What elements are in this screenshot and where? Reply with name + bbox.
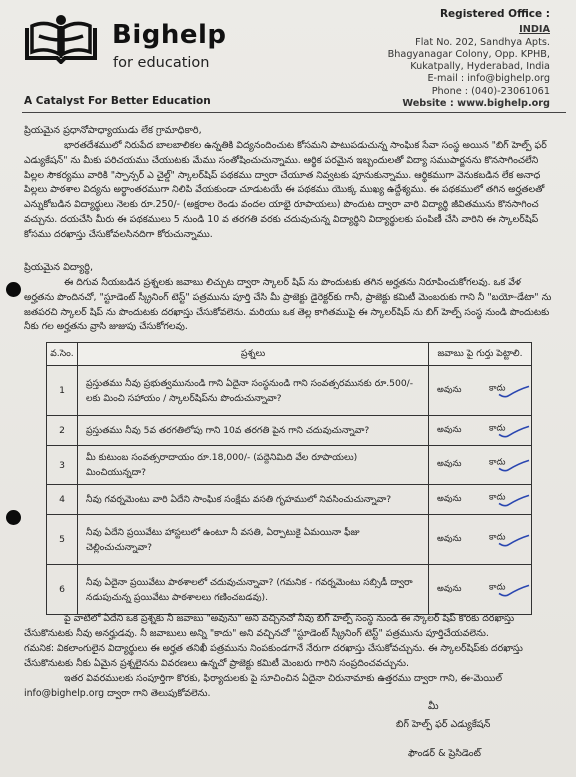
row-number: 6 (47, 565, 78, 615)
answer-yes[interactable]: అవును (437, 424, 462, 435)
pen-tick-icon (497, 584, 531, 598)
office-website: Website : www.bighelp.org (402, 98, 550, 110)
pen-tick-icon (497, 494, 531, 508)
answer-cell[interactable] (429, 416, 532, 446)
answer-no[interactable]: కాదు (489, 532, 506, 543)
answer-yes[interactable]: అవును (437, 583, 462, 594)
student-salutation: ప్రియమైన విద్యార్థి, (24, 262, 94, 273)
column-header-answer: జవాబు పై గుర్తు పెట్టాలి. (429, 343, 532, 366)
signature-mark: మీ (428, 701, 439, 712)
office-address-line: Kukatpally, Hyderabad, India (410, 61, 550, 73)
answer-yes[interactable]: అవును (437, 493, 462, 504)
office-address-line: Bhagyanagar Colony, Opp. KPHB, (387, 48, 550, 60)
question-text: ప్రస్తుతము నీవు 5వ తరగతిలోపు గాని 10వ తరగతి పైన గాని చదువుచున్నావా? (78, 416, 429, 446)
question-text: నీవు ఏదేని ప్రయివేటు హాస్టలులో ఉంటూ నీ వసతి, ఏర్పాటుకై ఏమయినా ఫీజు చెల్లించుచున్నావా? (78, 515, 429, 565)
student-paragraph: ఈ దిగువ నీయబడిన ప్రశ్నలకు జవాబు లిచ్చుట ద్వారా స్కాలర్ షిప్ ను పొందుటకు తగిన అర్హతను నిరూపించుకోగలవు. ఒక వేళ అర్హతను పొందినచో, "స్టూడెంట్ స్క్రీనింగ్ టెస్ట్" పత్రమును పూర్తి చేసి మీ ప్రాజెక్టు డైరెక్టర్‌కు గానీ, ప్రాజెక్టు కమిటీ మెంబరుకు గాని నీ "బయో-డేటా" ను జతపరచి స్కాలర్ షిప్ ను పొందుటకు దరఖాస్తు చేసుకోవలెను. మరియు ఒక తెల్ల కాగితముపై ఈ స్కాలర్‌షిప్ ను బిగ్ హెల్ప్ సంస్థ నుండి పొందుటకు నీకు గల అర్హతను వ్రాసి జుజుపు చేసుకోగలవు. (24, 277, 552, 333)
contact-paragraph: ఇతర వివరములకు సంపూర్తిగా కొరకు, ఫిర్యాదులకు పై సూచించిన ఏదైనా చిరునామాకు ఉత్తరము ద్వారా గాని, ఈ-మెయిల్ info@bighelp.org ద్వారా గాని తెలుపుకోవలెను. (24, 673, 503, 699)
row-number: 1 (47, 366, 78, 416)
answer-no[interactable]: కాదు (489, 492, 506, 503)
office-country: INDIA (519, 24, 550, 36)
note-paragraph: గమనిక: వికలాంగులైన విద్యార్థులు ఈ అర్హత తనిఖీ పత్రమును నింపకుండగానే నేరుగా దరఖాస్తు చేసుకోవచ్చును. ఈ స్కాలర్‌షిప్‌కు దరఖాస్తు చేసుకొనుటకు నీకు ఏమైన ప్రశ్నలైనను వివరణలు ఉన్నచో ప్రాజెక్టు కమిటీ మెంబరు గారిని సంప్రదించవచ్చును. (24, 643, 523, 669)
signature-organization: బిగ్ హెల్ప్ ఫర్ ఎడ్యుకేషన్ (396, 719, 491, 730)
answer-cell[interactable] (429, 446, 532, 485)
answer-yes[interactable]: అవును (437, 384, 462, 395)
answer-no[interactable]: కాదు (489, 582, 506, 593)
office-email: E-mail : info@bighelp.org (427, 73, 550, 85)
question-text: నీవు గవర్నమెంటు వారి ఏదేని సాంఘిక సంక్షేమ వసతి గృహములో నివసించుచున్నావా? (78, 485, 429, 515)
office-phone: Phone : (040)-23061061 (431, 85, 550, 97)
table-header-row (47, 343, 532, 366)
answer-cell[interactable] (429, 565, 532, 615)
question-text: నీవు ఏదైనా ప్రయివేటు పాఠశాలలో చదువుచున్నావా? (గమనిక - గవర్నమెంటు సబ్సిడీ ద్వారా నడుపుచున్న ప్రయివేటు పాఠశాలలు గణించబడవు). (78, 565, 429, 615)
brand-name: Bighelp (112, 20, 227, 50)
pen-tick-icon (497, 425, 531, 439)
registered-office (388, 8, 550, 110)
header-divider (22, 112, 566, 113)
table-row (47, 366, 532, 416)
signature-role: ఫౌండర్ & ప్రెసిడెంట్ (408, 748, 481, 759)
table-row (47, 446, 532, 485)
office-title: Registered Office : (439, 8, 550, 20)
salutation: ప్రియమైన ప్రధానోపాధ్యాయుడు లేక గ్రామాధికారి, (24, 125, 202, 136)
answer-cell[interactable] (429, 485, 532, 515)
table-row (47, 515, 532, 565)
pen-tick-icon (497, 459, 531, 473)
table-row (47, 565, 532, 615)
answer-no[interactable]: కాదు (489, 423, 506, 434)
row-number: 3 (47, 446, 78, 485)
punch-hole (6, 282, 21, 297)
bighelp-logo (22, 14, 100, 64)
answer-cell[interactable] (429, 366, 532, 416)
question-text: ప్రస్తుతము నీవు ప్రభుత్వమునుండి గాని ఏదైనా సంస్థనుండి గాని సంవత్సరమునకు రూ.500/- లకు మించి సహాయం / స్కాలర్‌షిప్‌ను పొందుచున్నావా? (78, 366, 429, 416)
intro-paragraph: భారతదేశములో నిరుపేద బాలబాలికల ఉన్నతికి విద్యనందించుట కోసమని పాటుపడుచున్న సాంఘిక సేవా సంస్థ అయిన "బిగ్ హెల్ప్ ఫర్ ఎడ్యుకేషన్" ను మీకు పరిచయము చేయుటకు మేము సంతోషించుచున్నాము. ఆర్థిక పరమైన ఇబ్బందులతో విద్యా సముపార్జనను కొనసాగించలేని పిల్లల సౌకర్యము వారికి "స్పాన్సర్ ఎ చైల్డ్" స్కాలర్‌షిప్ పథకము ద్వారా చేయూత నివ్వటకు పూనుకున్నాము. ఆర్థికముగా వెనుకబడిన లేక అనాధ పిల్లలు పాఠశాల విద్యను అర్థాంతరముగా నిలిపి వేయకుండా చూడుటయే ఈ పథకము యొక్క ముఖ్య ఉద్దేశ్యము. ఈ పథకములో తగిన అర్హతలతో ఎన్నుకోబడిన విద్యార్థులు నెలకు రూ.250/- (అక్షరాల రెండు వందల యాభై రూపాయలు) పొందుట ద్వారా వారి విద్యార్థి జీవితమును కొనసాగించ వచ్చును. దయచేసి మీరు ఈ పథకములు 5 నుండి 10 వ తరగతి వరకు చదువుచున్న విద్యార్థిని విద్యార్థులకు పంపిణీ చేసి వారిని ఈ స్కాలర్‌షిప్ కోసము దరఖాస్తు చేసుకోవలసినదిగా కోరుచున్నాము. (24, 140, 547, 240)
answer-cell[interactable] (429, 515, 532, 565)
question-text: మీ కుటుంబ సంవత్సరాదాయం రూ.18,000/- (పద్దెనిమిది వేల రూపాయలు) మించియున్నదా? (78, 446, 429, 485)
table-row (47, 485, 532, 515)
tagline: A Catalyst For Better Education (24, 95, 211, 107)
row-number: 2 (47, 416, 78, 446)
pen-tick-icon (497, 534, 531, 548)
column-header-number: వ.సెం. (47, 343, 78, 366)
answer-yes[interactable]: అవును (437, 533, 462, 544)
row-number: 4 (47, 485, 78, 515)
row-number: 5 (47, 515, 78, 565)
brand-subtitle: for education (113, 55, 210, 71)
pen-tick-icon (497, 385, 531, 399)
answer-yes[interactable]: అవును (437, 459, 462, 469)
answer-no[interactable]: కాదు (489, 457, 506, 468)
answer-no[interactable]: కాదు (489, 383, 506, 394)
punch-hole (6, 510, 21, 525)
column-header-question: ప్రశ్నలు (78, 343, 429, 366)
table-row (47, 416, 532, 446)
closing-paragraph: పై వాటిలో ఏదేని ఒక ప్రశ్నకు నీ జవాబు "అవును" అని వచ్చినచో నీవు బిగ్ హెల్ప్ సంస్థ నుండి ఈ స్కాలర్ షిప్ కొరకు దరఖాస్తు చేసుకొనుటకు నీవు అనర్హుడవు. నీ జవాబులు అన్ని "కాదు" అని వచ్చినచో "స్టూడెంట్ స్క్రీనింగ్ టెస్ట్" పత్రమును పూర్తిచేయవలెను. (24, 613, 515, 639)
eligibility-table (46, 342, 532, 615)
office-address-line: Flat No. 202, Sandhya Apts. (415, 36, 550, 48)
